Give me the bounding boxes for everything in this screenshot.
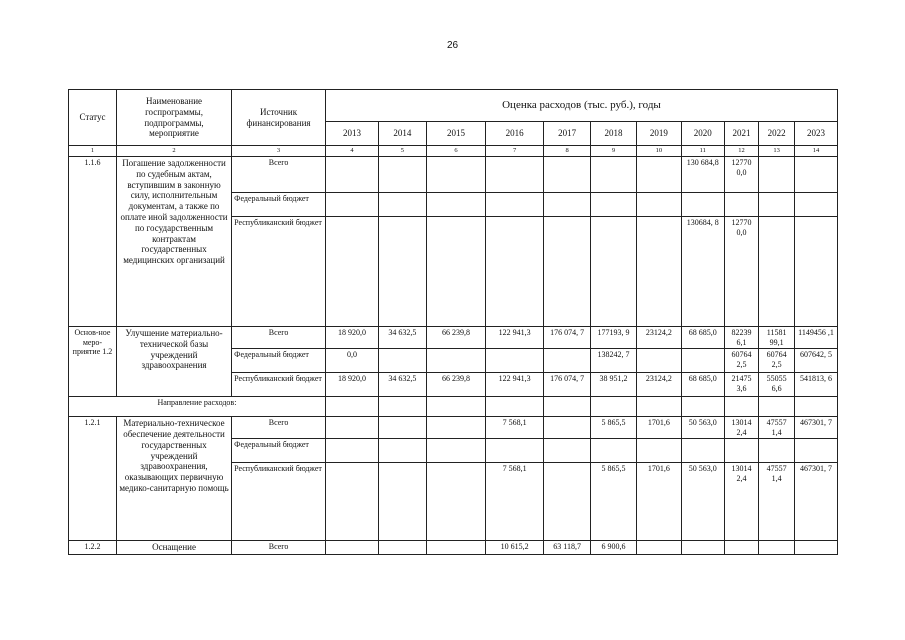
year-header-2020: 2020 — [681, 122, 724, 146]
column-number: 3 — [232, 146, 326, 157]
funding-source-cell: Республиканский бюджет — [232, 373, 326, 397]
value-cell-2013 — [325, 439, 378, 463]
value-cell-2018: 138242, 7 — [591, 349, 637, 373]
value-cell-2015 — [426, 541, 485, 555]
measure-name-cell: Улучшение материально-технической базы учреждений здравоохранения — [116, 327, 231, 397]
funding-source-cell: Всего — [232, 541, 326, 555]
value-cell-2021: 12770 0,0 — [724, 217, 759, 327]
value-cell-2019 — [636, 217, 681, 327]
value-cell-2015 — [426, 349, 485, 373]
value-cell-2022 — [759, 157, 795, 193]
funding-source-cell: Всего — [232, 327, 326, 349]
value-cell-2020 — [681, 541, 724, 555]
empty-cell — [681, 397, 724, 417]
value-cell-2013 — [325, 193, 378, 217]
table-row — [69, 157, 838, 193]
value-cell-2022: 11581 99,1 — [759, 327, 795, 349]
value-cell-2015 — [426, 193, 485, 217]
value-cell-2021: 13014 2,4 — [724, 463, 759, 541]
value-cell-2018: 6 900,6 — [591, 541, 637, 555]
year-header-2022: 2022 — [759, 122, 795, 146]
year-header-2021: 2021 — [724, 122, 759, 146]
value-cell-2021: 21475 3,6 — [724, 373, 759, 397]
value-cell-2014 — [378, 417, 426, 439]
empty-cell — [724, 397, 759, 417]
value-cell-2019: 23124,2 — [636, 373, 681, 397]
value-cell-2016 — [486, 217, 544, 327]
value-cell-2019 — [636, 541, 681, 555]
empty-cell — [325, 397, 378, 417]
value-cell-2016: 122 941,3 — [486, 327, 544, 349]
value-cell-2018 — [591, 217, 637, 327]
funding-source-cell: Федеральный бюджет — [232, 349, 326, 373]
value-cell-2018: 38 951,2 — [591, 373, 637, 397]
value-cell-2013 — [325, 463, 378, 541]
funding-source-cell: Республиканский бюджет — [232, 463, 326, 541]
status-cell: 1.1.6 — [69, 157, 117, 327]
value-cell-2017: 176 074, 7 — [544, 373, 591, 397]
value-cell-2022 — [759, 541, 795, 555]
empty-cell — [544, 397, 591, 417]
column-number: 7 — [486, 146, 544, 157]
header-status: Статус — [69, 90, 117, 146]
value-cell-2015 — [426, 439, 485, 463]
value-cell-2019 — [636, 157, 681, 193]
value-cell-2018 — [591, 439, 637, 463]
empty-cell — [636, 397, 681, 417]
value-cell-2022 — [759, 217, 795, 327]
value-cell-2016: 7 568,1 — [486, 463, 544, 541]
value-cell-2015: 66 239,8 — [426, 373, 485, 397]
value-cell-2020 — [681, 349, 724, 373]
direction-row — [69, 397, 838, 417]
table-row — [69, 327, 838, 349]
year-header-2016: 2016 — [486, 122, 544, 146]
empty-cell — [486, 397, 544, 417]
value-cell-2020: 68 685,0 — [681, 373, 724, 397]
value-cell-2018: 5 865,5 — [591, 463, 637, 541]
value-cell-2013 — [325, 157, 378, 193]
value-cell-2014 — [378, 439, 426, 463]
budget-table — [68, 89, 838, 555]
column-number: 13 — [759, 146, 795, 157]
status-cell: 1.2.2 — [69, 541, 117, 555]
year-header-2014: 2014 — [378, 122, 426, 146]
value-cell-2020 — [681, 193, 724, 217]
value-cell-2015 — [426, 157, 485, 193]
funding-source-cell: Федеральный бюджет — [232, 193, 326, 217]
measure-name-cell: Погашение задолженности по судебным актам, вступившим в законную силу, исполнительным документам, а также по оплате иной задолженности по государственным контрактам государственных медицинских организаций — [116, 157, 231, 327]
value-cell-2023: 467301, 7 — [794, 463, 837, 541]
value-cell-2013: 18 920,0 — [325, 327, 378, 349]
value-cell-2019 — [636, 193, 681, 217]
value-cell-2023 — [794, 439, 837, 463]
value-cell-2020: 50 563,0 — [681, 417, 724, 439]
value-cell-2022: 60764 2,5 — [759, 349, 795, 373]
value-cell-2015 — [426, 217, 485, 327]
value-cell-2016 — [486, 157, 544, 193]
value-cell-2023: 541813, 6 — [794, 373, 837, 397]
column-number: 2 — [116, 146, 231, 157]
value-cell-2020: 68 685,0 — [681, 327, 724, 349]
status-cell: 1.2.1 — [69, 417, 117, 541]
value-cell-2023 — [794, 217, 837, 327]
value-cell-2017: 63 118,7 — [544, 541, 591, 555]
column-number: 8 — [544, 146, 591, 157]
value-cell-2014: 34 632,5 — [378, 327, 426, 349]
year-header-2013: 2013 — [325, 122, 378, 146]
value-cell-2016 — [486, 349, 544, 373]
header-name: Наименование госпрограммы, подпрограммы, мероприятие — [116, 90, 231, 146]
value-cell-2020: 130684, 8 — [681, 217, 724, 327]
year-header-2019: 2019 — [636, 122, 681, 146]
measure-name-cell: Оснащение — [116, 541, 231, 555]
value-cell-2023 — [794, 157, 837, 193]
empty-cell — [426, 397, 485, 417]
measure-name-cell: Материально-техническое обеспечение деятельности государственных учреждений здравоохранения, оказывающих первичную медико-санитарную помощь — [116, 417, 231, 541]
value-cell-2014 — [378, 463, 426, 541]
value-cell-2019: 23124,2 — [636, 327, 681, 349]
value-cell-2013 — [325, 541, 378, 555]
value-cell-2022: 55055 6,6 — [759, 373, 795, 397]
funding-source-cell: Всего — [232, 417, 326, 439]
value-cell-2017 — [544, 157, 591, 193]
status-cell: Основ-ное меро-приятие 1.2 — [69, 327, 117, 397]
value-cell-2023 — [794, 193, 837, 217]
value-cell-2021 — [724, 439, 759, 463]
column-number: 10 — [636, 146, 681, 157]
value-cell-2017 — [544, 349, 591, 373]
column-number: 4 — [325, 146, 378, 157]
value-cell-2014 — [378, 217, 426, 327]
value-cell-2020 — [681, 439, 724, 463]
value-cell-2018: 177193, 9 — [591, 327, 637, 349]
value-cell-2017: 176 074, 7 — [544, 327, 591, 349]
value-cell-2022: 47557 1,4 — [759, 417, 795, 439]
value-cell-2018: 5 865,5 — [591, 417, 637, 439]
value-cell-2014 — [378, 349, 426, 373]
column-number: 11 — [681, 146, 724, 157]
value-cell-2014: 34 632,5 — [378, 373, 426, 397]
value-cell-2017 — [544, 463, 591, 541]
value-cell-2021: 12770 0,0 — [724, 157, 759, 193]
table-row — [69, 417, 838, 439]
column-number: 1 — [69, 146, 117, 157]
value-cell-2019: 1701,6 — [636, 463, 681, 541]
value-cell-2016: 122 941,3 — [486, 373, 544, 397]
value-cell-2013 — [325, 217, 378, 327]
value-cell-2023 — [794, 541, 837, 555]
value-cell-2018 — [591, 157, 637, 193]
value-cell-2013: 0,0 — [325, 349, 378, 373]
value-cell-2017 — [544, 417, 591, 439]
value-cell-2020: 130 684,8 — [681, 157, 724, 193]
page-number: 26 — [446, 40, 459, 51]
header-estimate: Оценка расходов (тыс. руб.), годы — [325, 90, 837, 122]
value-cell-2019 — [636, 439, 681, 463]
value-cell-2021 — [724, 541, 759, 555]
value-cell-2013 — [325, 417, 378, 439]
value-cell-2016: 10 615,2 — [486, 541, 544, 555]
value-cell-2021: 60764 2,5 — [724, 349, 759, 373]
empty-cell — [378, 397, 426, 417]
year-header-2015: 2015 — [426, 122, 485, 146]
value-cell-2016 — [486, 193, 544, 217]
value-cell-2018 — [591, 193, 637, 217]
value-cell-2021 — [724, 193, 759, 217]
value-cell-2022: 47557 1,4 — [759, 463, 795, 541]
value-cell-2023: 1149456 ,1 — [794, 327, 837, 349]
value-cell-2014 — [378, 157, 426, 193]
value-cell-2017 — [544, 217, 591, 327]
value-cell-2022 — [759, 193, 795, 217]
value-cell-2016 — [486, 439, 544, 463]
value-cell-2014 — [378, 541, 426, 555]
empty-cell — [794, 397, 837, 417]
empty-cell — [759, 397, 795, 417]
column-number: 5 — [378, 146, 426, 157]
table-row — [69, 541, 838, 555]
value-cell-2021: 82239 6,1 — [724, 327, 759, 349]
value-cell-2021: 13014 2,4 — [724, 417, 759, 439]
funding-source-cell: Республиканский бюджет — [232, 217, 326, 327]
value-cell-2015: 66 239,8 — [426, 327, 485, 349]
value-cell-2017 — [544, 439, 591, 463]
value-cell-2017 — [544, 193, 591, 217]
year-header-2023: 2023 — [794, 122, 837, 146]
column-number: 6 — [426, 146, 485, 157]
value-cell-2020: 50 563,0 — [681, 463, 724, 541]
value-cell-2013: 18 920,0 — [325, 373, 378, 397]
funding-source-cell: Всего — [232, 157, 326, 193]
column-number: 9 — [591, 146, 637, 157]
value-cell-2014 — [378, 193, 426, 217]
value-cell-2019 — [636, 349, 681, 373]
value-cell-2015 — [426, 417, 485, 439]
header-source: Источник финансирования — [232, 90, 326, 146]
value-cell-2016: 7 568,1 — [486, 417, 544, 439]
value-cell-2019: 1701,6 — [636, 417, 681, 439]
empty-cell — [591, 397, 637, 417]
value-cell-2015 — [426, 463, 485, 541]
column-number: 14 — [794, 146, 837, 157]
direction-label: Направление расходов: — [69, 397, 326, 417]
column-number: 12 — [724, 146, 759, 157]
value-cell-2023: 467301, 7 — [794, 417, 837, 439]
value-cell-2023: 607642, 5 — [794, 349, 837, 373]
year-header-2018: 2018 — [591, 122, 637, 146]
year-header-2017: 2017 — [544, 122, 591, 146]
value-cell-2022 — [759, 439, 795, 463]
funding-source-cell: Федеральный бюджет — [232, 439, 326, 463]
